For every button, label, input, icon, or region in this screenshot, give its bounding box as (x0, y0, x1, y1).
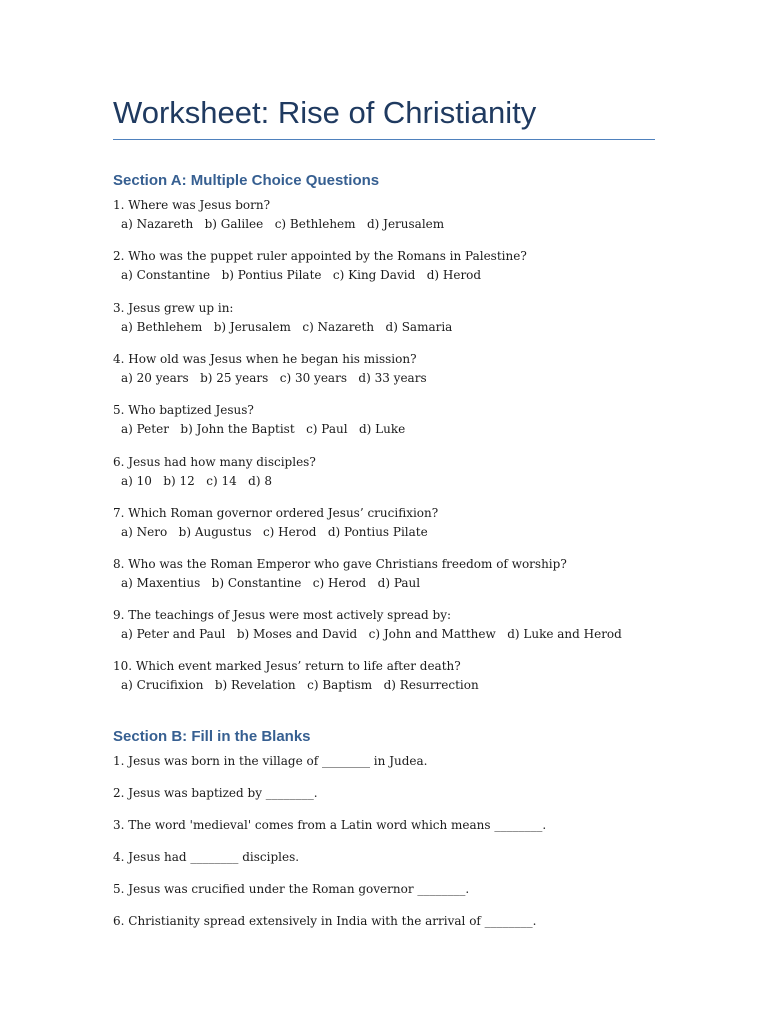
question-options: a) Peter and Paul b) Moses and David c) John and Matthew d) Luke and Herod (121, 627, 622, 641)
mcq-question-9 (113, 606, 622, 644)
question-options: a) Maxentius b) Constantine c) Herod d) Paul (121, 576, 421, 590)
question-text: 3. Jesus grew up in: (113, 301, 234, 315)
title-divider (113, 139, 655, 140)
question-options: a) Bethlehem b) Jerusalem c) Nazareth d) Samaria (121, 320, 453, 334)
mcq-question-2 (113, 247, 527, 285)
mcq-question-8 (113, 555, 567, 593)
fill-blank-item-5: 5. Jesus was crucified under the Roman governor ________. (113, 882, 470, 896)
question-text: 6. Jesus had how many disciples? (113, 455, 316, 469)
question-options: a) Peter b) John the Baptist c) Paul d) Luke (121, 422, 406, 436)
section-b-heading: Section B: Fill in the Blanks (113, 728, 311, 745)
question-text: 8. Who was the Roman Emperor who gave Christians freedom of worship? (113, 557, 567, 571)
question-text: 2. Who was the puppet ruler appointed by the Romans in Palestine? (113, 249, 527, 263)
fill-blank-item-4: 4. Jesus had ________ disciples. (113, 850, 300, 864)
question-options: a) Nazareth b) Galilee c) Bethlehem d) Jerusalem (121, 217, 445, 231)
question-options: a) 10 b) 12 c) 14 d) 8 (121, 474, 272, 488)
mcq-question-6 (113, 453, 316, 491)
question-options: a) Crucifixion b) Revelation c) Baptism d) Resurrection (121, 678, 479, 692)
mcq-question-5 (113, 401, 405, 439)
question-text: 10. Which event marked Jesus’ return to life after death? (113, 659, 461, 673)
question-text: 1. Where was Jesus born? (113, 198, 271, 212)
question-options: a) Nero b) Augustus c) Herod d) Pontius Pilate (121, 525, 428, 539)
mcq-question-1 (113, 196, 444, 234)
fill-blank-item-6: 6. Christianity spread extensively in India with the arrival of ________. (113, 914, 537, 928)
fill-blank-item-3: 3. The word 'medieval' comes from a Latin word which means ________. (113, 818, 547, 832)
question-text: 5. Who baptized Jesus? (113, 403, 254, 417)
mcq-question-3 (113, 299, 452, 337)
question-text: 7. Which Roman governor ordered Jesus’ crucifixion? (113, 506, 439, 520)
mcq-question-4 (113, 350, 427, 388)
question-options: a) Constantine b) Pontius Pilate c) King David d) Herod (121, 268, 482, 282)
fill-blank-item-1: 1. Jesus was born in the village of ________ in Judea. (113, 754, 428, 768)
question-options: a) 20 years b) 25 years c) 30 years d) 33 years (121, 371, 427, 385)
mcq-question-7 (113, 504, 438, 542)
question-text: 9. The teachings of Jesus were most actively spread by: (113, 608, 452, 622)
fill-blank-item-2: 2. Jesus was baptized by ________. (113, 786, 318, 800)
page-title: Worksheet: Rise of Christianity (113, 95, 537, 130)
mcq-question-10 (113, 657, 479, 695)
question-text: 4. How old was Jesus when he began his mission? (113, 352, 417, 366)
section-a-heading: Section A: Multiple Choice Questions (113, 172, 380, 189)
